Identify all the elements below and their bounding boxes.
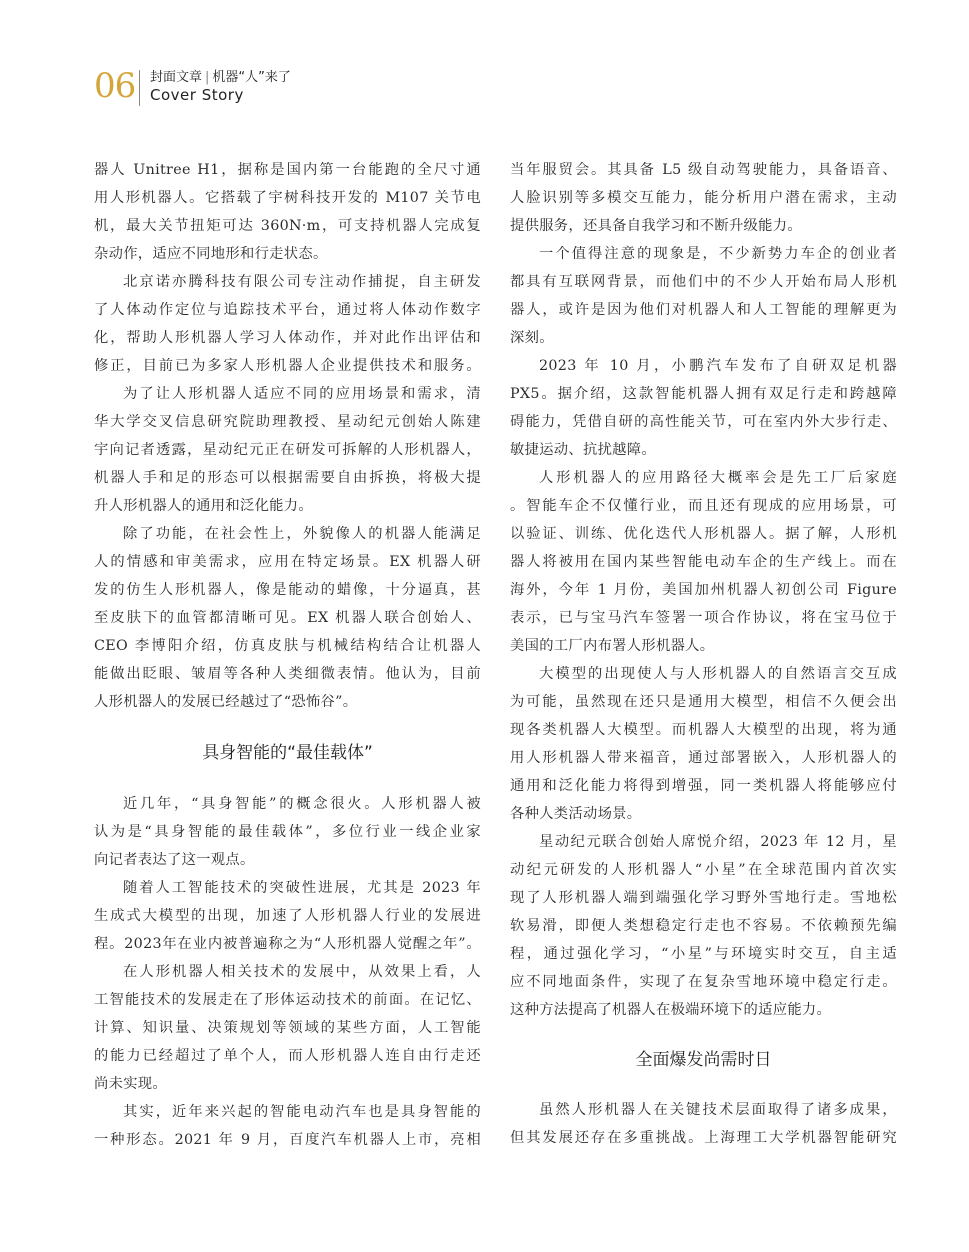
text-line: PX5。据介绍，这款智能机器人拥有双足行走和跨越障	[510, 386, 897, 402]
text-line: 敏捷运动、抗扰越障。	[510, 442, 656, 458]
paragraph	[94, 156, 481, 268]
text-line: CEO 李博阳介绍，仿真皮肤与机械结构结合让机器人	[94, 638, 481, 654]
section-subtitle: Cover Story	[150, 86, 244, 104]
text-line: 美国的工厂内布署人形机器人。	[510, 638, 715, 654]
right-column	[510, 156, 897, 1152]
text-line: 除了功能，在社会性上，外貌像人的机器人能满足	[123, 526, 481, 542]
text-line: 随着人工智能技术的突破性进展，尤其是 2023 年	[123, 880, 481, 896]
text-line: 深刻。	[510, 330, 554, 346]
text-line: 化，帮助人形机器人学习人体动作，并对此作出评估和	[94, 330, 481, 346]
text-line: 软易滑，即便人类想稳定行走也不容易。不依赖预先编	[510, 918, 897, 934]
text-line: 升人形机器人的通用和泛化能力。	[94, 498, 313, 514]
text-line: 在人形机器人相关技术的发展中，从效果上看，人	[123, 964, 481, 980]
paragraph	[510, 240, 897, 352]
text-line: 工智能技术的发展走在了形体运动技术的前面。在记忆、	[94, 992, 481, 1008]
text-line: 当年服贸会。其具备 L5 级自动驾驶能力，具备语音、	[510, 162, 897, 178]
paragraph	[510, 464, 897, 660]
text-line: 的能力已经超过了单个人，而人形机器人连自由行走还	[94, 1048, 481, 1064]
text-line: 这种方法提高了机器人在极端环境下的适应能力。	[510, 1002, 832, 1018]
text-line: 尚未实现。	[94, 1076, 167, 1092]
text-line: 提供服务，还具备自我学习和不断升级能力。	[510, 218, 802, 234]
text-line: 能做出眨眼、皱眉等各种人类细微表情。他认为，目前	[94, 666, 481, 682]
text-line: 一个值得注意的现象是，不少新势力车企的创业者	[539, 246, 897, 262]
header-section-line	[150, 70, 291, 86]
text-line: 向记者表达了这一观点。	[94, 852, 255, 868]
paragraph	[510, 352, 897, 464]
header-divider-line	[139, 70, 140, 106]
section-label: 封面文章	[150, 70, 203, 85]
text-line: 计算、知识量、决策规划等领域的某些方面，人工智能	[94, 1020, 481, 1036]
text-line: 近几年，“具身智能”的概念很火。人形机器人被	[123, 796, 481, 812]
text-line: 宇向记者透露，星动纪元正在研发可拆解的人形机器人，	[94, 442, 481, 458]
text-line: 程，通过强化学习，“小星”与环境实时交互，自主适	[510, 946, 897, 962]
text-line: 各种人类活动场景。	[510, 806, 642, 822]
text-line: 器人 Unitree H1，据称是国内第一台能跑的全尺寸通	[94, 162, 481, 178]
text-line: 以验证、训练、优化迭代人形机器人。据了解，人形机	[510, 526, 897, 542]
section-heading: 具身智能的“最佳载体”	[202, 743, 373, 763]
text-line: 2023 年 10 月，小鹏汽车发布了自研双足机器	[539, 358, 897, 374]
text-line: 但其发展还存在多重挑战。上海理工大学机器智能研究	[510, 1130, 897, 1146]
text-line: 一种形态。2021 年 9 月，百度汽车机器人上市，亮相	[94, 1132, 481, 1148]
text-line: 大模型的出现使人与人形机器人的自然语言交互成	[539, 666, 897, 682]
text-line: 了人体动作定位与追踪技术平台，通过将人体动作数字	[94, 302, 481, 318]
paragraph	[94, 520, 481, 716]
text-line: 机，最大关节扭矩可达 360N·m，可支持机器人完成复	[94, 218, 481, 234]
text-line: 人形机器人的发展已经越过了“恐怖谷”。	[94, 694, 358, 710]
paragraph	[94, 790, 481, 874]
paragraph	[94, 268, 481, 380]
text-line: 虽然人形机器人在关键技术层面取得了诸多成果，	[539, 1102, 897, 1118]
topic-label: 机器“人”来了	[212, 70, 291, 85]
text-line: 认为是“具身智能的最佳载体”，多位行业一线企业家	[94, 824, 481, 840]
text-line: 华大学交叉信息研究院助理教授、星动纪元创始人陈建	[94, 414, 481, 430]
text-line: 其实，近年来兴起的智能电动汽车也是具身智能的	[123, 1104, 481, 1120]
text-line: 人的情感和审美需求，应用在特定场景。EX 机器人研	[94, 554, 481, 570]
paragraph	[94, 380, 481, 520]
text-line: 碍能力，凭借自研的高性能关节，可在室内外大步行走、	[510, 414, 897, 430]
section-separator: |	[205, 70, 210, 85]
text-line: 人脸识别等多模交互能力，能分析用户潜在需求，主动	[510, 190, 897, 206]
text-line: 现各类机器人大模型。而机器人大模型的出现，将为通	[510, 722, 897, 738]
text-line: 程。2023年在业内被普遍称之为“人形机器人觉醒之年”。	[94, 936, 481, 952]
paragraph	[510, 156, 897, 240]
text-line: 用人形机器人带来福音，通过部署嵌入，人形机器人的	[510, 750, 897, 766]
text-line: 北京诺亦腾科技有限公司专注动作捕捉，自主研发	[123, 274, 481, 290]
text-line: 都具有互联网背景，而他们中的不少人开始布局人形机	[510, 274, 897, 290]
text-line: 表示，已与宝马汽车签署一项合作协议，将在宝马位于	[510, 610, 897, 626]
text-line: 为可能，虽然现在还只是通用大模型，相信不久便会出	[510, 694, 897, 710]
text-line: 为了让人形机器人适应不同的应用场景和需求，清	[123, 386, 481, 402]
text-line: 生成式大模型的出现，加速了人形机器人行业的发展进	[94, 908, 481, 924]
paragraph	[510, 660, 897, 828]
paragraph	[94, 874, 481, 958]
text-line: 杂动作，适应不同地形和行走状态。	[94, 246, 328, 262]
text-line: 。智能车企不仅懂行业，而且还有现成的应用场景，可	[510, 498, 897, 514]
paragraph	[94, 958, 481, 1098]
text-line: 修正，目前已为多家人形机器人企业提供技术和服务。	[94, 358, 481, 374]
text-line: 人形机器人的应用路径大概率会是先工厂后家庭	[539, 470, 897, 486]
text-line: 发的仿生人形机器人，像是能动的蜡像，十分逼真，甚	[94, 582, 481, 598]
text-line: 现了人形机器人端到端强化学习野外雪地行走。雪地松	[510, 890, 897, 906]
text-line: 应不同地面条件，实现了在复杂雪地环境中稳定行走。	[510, 974, 897, 990]
page-number: 06	[94, 66, 136, 106]
text-line: 器人将被用在国内某些智能电动车企的生产线上。而在	[510, 554, 897, 570]
text-line: 通用和泛化能力将得到增强，同一类机器人将能够应付	[510, 778, 897, 794]
text-line: 星动纪元联合创始人席悦介绍，2023 年 12 月，星	[539, 834, 897, 850]
section-heading: 全面爆发尚需时日	[635, 1050, 772, 1070]
text-line: 至皮肤下的血管都清晰可见。EX 机器人联合创始人、	[94, 610, 481, 626]
left-column	[94, 156, 481, 1154]
text-line: 器人，或许是因为他们对机器人和人工智能的理解更为	[510, 302, 897, 318]
paragraph	[94, 1098, 481, 1154]
paragraph	[510, 1096, 897, 1152]
text-line: 机器人手和足的形态可以根据需要自由拆换，将极大提	[94, 470, 481, 486]
paragraph	[510, 828, 897, 1024]
text-line: 用人形机器人。它搭载了宇树科技开发的 M107 关节电	[94, 190, 481, 206]
text-line: 动纪元研发的人形机器人“小星”在全球范围内首次实	[510, 862, 897, 878]
text-line: 海外，今年 1 月份，美国加州机器人初创公司 Figure	[510, 582, 897, 598]
